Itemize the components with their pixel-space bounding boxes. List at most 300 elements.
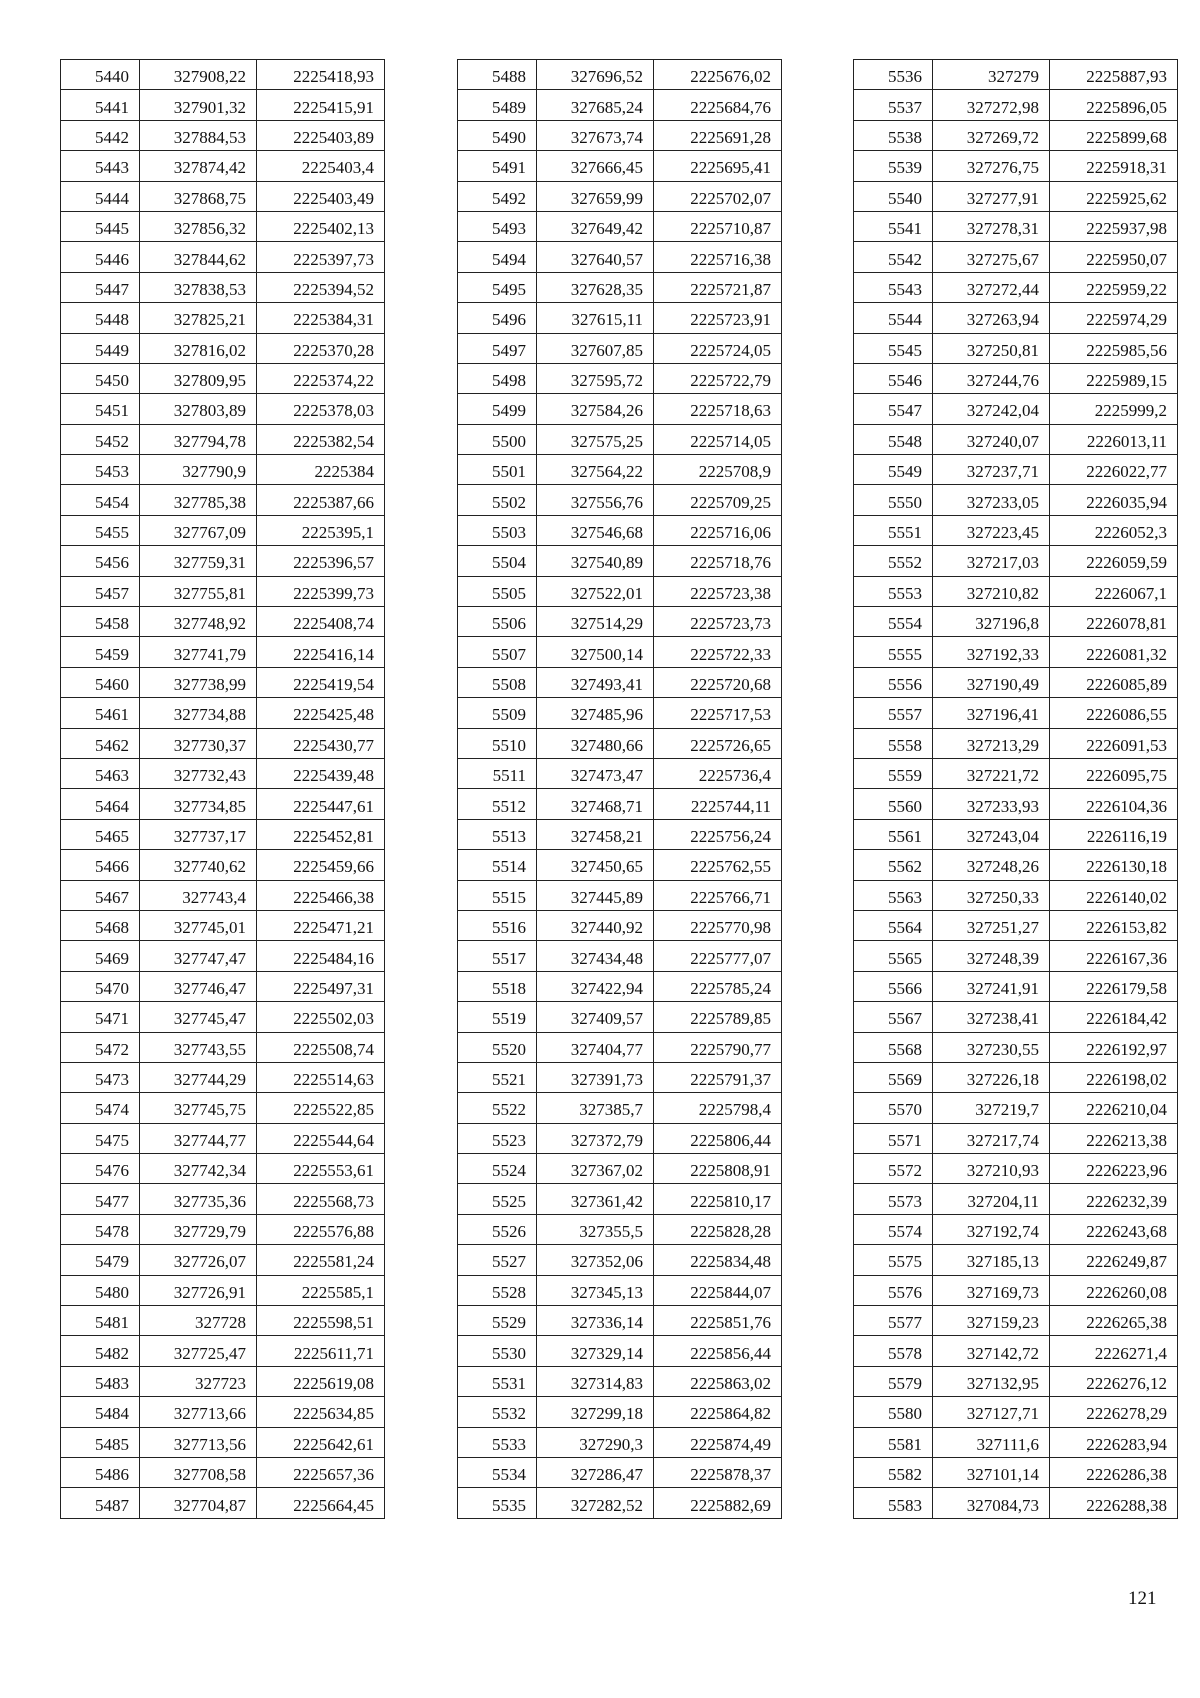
y-coordinate-cell: 2226278,29 xyxy=(1050,1397,1178,1427)
y-coordinate-cell: 2225514,63 xyxy=(257,1062,385,1092)
point-number-cell: 5459 xyxy=(61,637,140,667)
x-coordinate-cell: 327210,93 xyxy=(933,1154,1050,1184)
table-row xyxy=(61,1457,385,1487)
table-row xyxy=(61,1002,385,1032)
y-coordinate-cell: 2225720,68 xyxy=(654,667,782,697)
y-coordinate-cell: 2226035,94 xyxy=(1050,485,1178,515)
point-number-cell: 5486 xyxy=(61,1457,140,1487)
point-number-cell: 5441 xyxy=(61,90,140,120)
y-coordinate-cell: 2226022,77 xyxy=(1050,455,1178,485)
y-coordinate-cell: 2225502,03 xyxy=(257,1002,385,1032)
point-number-cell: 5568 xyxy=(854,1032,933,1062)
table-row xyxy=(458,1245,782,1275)
point-number-cell: 5488 xyxy=(458,60,537,90)
table-row xyxy=(458,1306,782,1336)
y-coordinate-cell: 2225447,61 xyxy=(257,789,385,819)
y-coordinate-cell: 2225718,63 xyxy=(654,394,782,424)
y-coordinate-cell: 2225790,77 xyxy=(654,1032,782,1062)
point-number-cell: 5491 xyxy=(458,151,537,181)
x-coordinate-cell: 327685,24 xyxy=(537,90,654,120)
point-number-cell: 5508 xyxy=(458,667,537,697)
table-row xyxy=(61,698,385,728)
coordinates-table-2 xyxy=(457,59,782,1519)
point-number-cell: 5509 xyxy=(458,698,537,728)
x-coordinate-cell: 327278,31 xyxy=(933,211,1050,241)
point-number-cell: 5503 xyxy=(458,515,537,545)
table-row xyxy=(854,181,1178,211)
y-coordinate-cell: 2225522,85 xyxy=(257,1093,385,1123)
y-coordinate-cell: 2225863,02 xyxy=(654,1366,782,1396)
y-coordinate-cell: 2225396,57 xyxy=(257,546,385,576)
x-coordinate-cell: 327355,5 xyxy=(537,1214,654,1244)
x-coordinate-cell: 327352,06 xyxy=(537,1245,654,1275)
x-coordinate-cell: 327708,58 xyxy=(140,1457,257,1487)
y-coordinate-cell: 2225416,14 xyxy=(257,637,385,667)
point-number-cell: 5462 xyxy=(61,728,140,758)
x-coordinate-cell: 327263,94 xyxy=(933,303,1050,333)
point-number-cell: 5527 xyxy=(458,1245,537,1275)
y-coordinate-cell: 2225989,15 xyxy=(1050,363,1178,393)
table-row xyxy=(854,546,1178,576)
y-coordinate-cell: 2225766,71 xyxy=(654,880,782,910)
y-coordinate-cell: 2225756,24 xyxy=(654,819,782,849)
table-row xyxy=(854,242,1178,272)
y-coordinate-cell: 2225508,74 xyxy=(257,1032,385,1062)
table-row xyxy=(854,1427,1178,1457)
table-row xyxy=(458,880,782,910)
y-coordinate-cell: 2225378,03 xyxy=(257,394,385,424)
x-coordinate-cell: 327248,39 xyxy=(933,941,1050,971)
point-number-cell: 5501 xyxy=(458,455,537,485)
table-row xyxy=(458,1154,782,1184)
x-coordinate-cell: 327251,27 xyxy=(933,910,1050,940)
table-row xyxy=(458,1123,782,1153)
point-number-cell: 5567 xyxy=(854,1002,933,1032)
y-coordinate-cell: 2226153,82 xyxy=(1050,910,1178,940)
point-number-cell: 5556 xyxy=(854,667,933,697)
x-coordinate-cell: 327277,91 xyxy=(933,181,1050,211)
x-coordinate-cell: 327226,18 xyxy=(933,1062,1050,1092)
x-coordinate-cell: 327272,98 xyxy=(933,90,1050,120)
table-row xyxy=(458,181,782,211)
table-row xyxy=(458,242,782,272)
table-row xyxy=(854,303,1178,333)
point-number-cell: 5533 xyxy=(458,1427,537,1457)
x-coordinate-cell: 327584,26 xyxy=(537,394,654,424)
y-coordinate-cell: 2225425,48 xyxy=(257,698,385,728)
x-coordinate-cell: 327385,7 xyxy=(537,1093,654,1123)
x-coordinate-cell: 327084,73 xyxy=(933,1488,1050,1518)
x-coordinate-cell: 327713,66 xyxy=(140,1397,257,1427)
point-number-cell: 5447 xyxy=(61,272,140,302)
x-coordinate-cell: 327440,92 xyxy=(537,910,654,940)
table-row xyxy=(854,1062,1178,1092)
point-number-cell: 5543 xyxy=(854,272,933,302)
y-coordinate-cell: 2225925,62 xyxy=(1050,181,1178,211)
x-coordinate-cell: 327204,11 xyxy=(933,1184,1050,1214)
y-coordinate-cell: 2225882,69 xyxy=(654,1488,782,1518)
point-number-cell: 5519 xyxy=(458,1002,537,1032)
x-coordinate-cell: 327564,22 xyxy=(537,455,654,485)
y-coordinate-cell: 2225899,68 xyxy=(1050,120,1178,150)
point-number-cell: 5443 xyxy=(61,151,140,181)
point-number-cell: 5458 xyxy=(61,607,140,637)
point-number-cell: 5450 xyxy=(61,363,140,393)
y-coordinate-cell: 2225762,55 xyxy=(654,850,782,880)
y-coordinate-cell: 2225497,31 xyxy=(257,971,385,1001)
x-coordinate-cell: 327272,44 xyxy=(933,272,1050,302)
x-coordinate-cell: 327744,29 xyxy=(140,1062,257,1092)
x-coordinate-cell: 327844,62 xyxy=(140,242,257,272)
table-row xyxy=(61,941,385,971)
x-coordinate-cell: 327726,91 xyxy=(140,1275,257,1305)
x-coordinate-cell: 327546,68 xyxy=(537,515,654,545)
table-row xyxy=(854,1488,1178,1518)
table-row xyxy=(854,120,1178,150)
x-coordinate-cell: 327595,72 xyxy=(537,363,654,393)
point-number-cell: 5524 xyxy=(458,1154,537,1184)
y-coordinate-cell: 2225581,24 xyxy=(257,1245,385,1275)
y-coordinate-cell: 2225619,08 xyxy=(257,1366,385,1396)
x-coordinate-cell: 327816,02 xyxy=(140,333,257,363)
x-coordinate-cell: 327725,47 xyxy=(140,1336,257,1366)
table-row xyxy=(458,211,782,241)
x-coordinate-cell: 327485,96 xyxy=(537,698,654,728)
table-row xyxy=(854,1032,1178,1062)
x-coordinate-cell: 327361,42 xyxy=(537,1184,654,1214)
x-coordinate-cell: 327747,47 xyxy=(140,941,257,971)
x-coordinate-cell: 327745,75 xyxy=(140,1093,257,1123)
x-coordinate-cell: 327825,21 xyxy=(140,303,257,333)
y-coordinate-cell: 2225722,33 xyxy=(654,637,782,667)
table-row xyxy=(61,90,385,120)
table-row xyxy=(458,1002,782,1032)
table-row xyxy=(458,455,782,485)
table-row xyxy=(458,151,782,181)
table-row xyxy=(854,1214,1178,1244)
x-coordinate-cell: 327556,76 xyxy=(537,485,654,515)
table-row xyxy=(61,1062,385,1092)
table-row xyxy=(61,515,385,545)
table-row xyxy=(61,60,385,90)
point-number-cell: 5578 xyxy=(854,1336,933,1366)
point-number-cell: 5461 xyxy=(61,698,140,728)
point-number-cell: 5482 xyxy=(61,1336,140,1366)
y-coordinate-cell: 2225918,31 xyxy=(1050,151,1178,181)
table-row xyxy=(61,394,385,424)
point-number-cell: 5451 xyxy=(61,394,140,424)
x-coordinate-cell: 327250,81 xyxy=(933,333,1050,363)
y-coordinate-cell: 2226095,75 xyxy=(1050,758,1178,788)
table-row xyxy=(458,607,782,637)
point-number-cell: 5547 xyxy=(854,394,933,424)
table-row xyxy=(854,789,1178,819)
x-coordinate-cell: 327743,55 xyxy=(140,1032,257,1062)
table-row xyxy=(854,1397,1178,1427)
point-number-cell: 5552 xyxy=(854,546,933,576)
x-coordinate-cell: 327196,8 xyxy=(933,607,1050,637)
table-row xyxy=(458,910,782,940)
y-coordinate-cell: 2226265,38 xyxy=(1050,1306,1178,1336)
point-number-cell: 5456 xyxy=(61,546,140,576)
y-coordinate-cell: 2225864,82 xyxy=(654,1397,782,1427)
table-row xyxy=(458,1184,782,1214)
table-row xyxy=(854,1093,1178,1123)
table-row xyxy=(458,1062,782,1092)
point-number-cell: 5480 xyxy=(61,1275,140,1305)
point-number-cell: 5479 xyxy=(61,1245,140,1275)
x-coordinate-cell: 327248,26 xyxy=(933,850,1050,880)
point-number-cell: 5565 xyxy=(854,941,933,971)
point-number-cell: 5460 xyxy=(61,667,140,697)
y-coordinate-cell: 2226078,81 xyxy=(1050,607,1178,637)
table-row xyxy=(854,515,1178,545)
y-coordinate-cell: 2225874,49 xyxy=(654,1427,782,1457)
y-coordinate-cell: 2225403,49 xyxy=(257,181,385,211)
y-coordinate-cell: 2225806,44 xyxy=(654,1123,782,1153)
table-row xyxy=(854,60,1178,90)
y-coordinate-cell: 2226167,36 xyxy=(1050,941,1178,971)
y-coordinate-cell: 2225810,17 xyxy=(654,1184,782,1214)
x-coordinate-cell: 327336,14 xyxy=(537,1306,654,1336)
y-coordinate-cell: 2225974,29 xyxy=(1050,303,1178,333)
point-number-cell: 5505 xyxy=(458,576,537,606)
point-number-cell: 5484 xyxy=(61,1397,140,1427)
table-row xyxy=(854,728,1178,758)
y-coordinate-cell: 2226286,38 xyxy=(1050,1457,1178,1487)
y-coordinate-cell: 2225397,73 xyxy=(257,242,385,272)
x-coordinate-cell: 327884,53 xyxy=(140,120,257,150)
point-number-cell: 5536 xyxy=(854,60,933,90)
point-number-cell: 5472 xyxy=(61,1032,140,1062)
y-coordinate-cell: 2226276,12 xyxy=(1050,1366,1178,1396)
point-number-cell: 5550 xyxy=(854,485,933,515)
table-row xyxy=(854,333,1178,363)
table-row xyxy=(61,1427,385,1457)
y-coordinate-cell: 2225724,05 xyxy=(654,333,782,363)
point-number-cell: 5495 xyxy=(458,272,537,302)
table-row xyxy=(61,728,385,758)
y-coordinate-cell: 2225403,4 xyxy=(257,151,385,181)
x-coordinate-cell: 327290,3 xyxy=(537,1427,654,1457)
point-number-cell: 5470 xyxy=(61,971,140,1001)
table-row xyxy=(854,1245,1178,1275)
point-number-cell: 5523 xyxy=(458,1123,537,1153)
table-row xyxy=(61,546,385,576)
table-row xyxy=(854,971,1178,1001)
x-coordinate-cell: 327185,13 xyxy=(933,1245,1050,1275)
table-row xyxy=(854,1366,1178,1396)
x-coordinate-cell: 327659,99 xyxy=(537,181,654,211)
table-row xyxy=(458,60,782,90)
point-number-cell: 5571 xyxy=(854,1123,933,1153)
x-coordinate-cell: 327723 xyxy=(140,1366,257,1396)
table-row xyxy=(61,211,385,241)
x-coordinate-cell: 327785,38 xyxy=(140,485,257,515)
y-coordinate-cell: 2225691,28 xyxy=(654,120,782,150)
table-row xyxy=(458,1397,782,1427)
x-coordinate-cell: 327738,99 xyxy=(140,667,257,697)
y-coordinate-cell: 2225808,91 xyxy=(654,1154,782,1184)
x-coordinate-cell: 327276,75 xyxy=(933,151,1050,181)
table-row xyxy=(61,455,385,485)
x-coordinate-cell: 327243,04 xyxy=(933,819,1050,849)
y-coordinate-cell: 2225598,51 xyxy=(257,1306,385,1336)
y-coordinate-cell: 2226052,3 xyxy=(1050,515,1178,545)
y-coordinate-cell: 2225664,45 xyxy=(257,1488,385,1518)
y-coordinate-cell: 2225466,38 xyxy=(257,880,385,910)
x-coordinate-cell: 327219,7 xyxy=(933,1093,1050,1123)
point-number-cell: 5496 xyxy=(458,303,537,333)
y-coordinate-cell: 2226086,55 xyxy=(1050,698,1178,728)
table-row xyxy=(854,151,1178,181)
point-number-cell: 5504 xyxy=(458,546,537,576)
table-row xyxy=(854,363,1178,393)
table-row xyxy=(458,303,782,333)
y-coordinate-cell: 2225634,85 xyxy=(257,1397,385,1427)
x-coordinate-cell: 327514,29 xyxy=(537,607,654,637)
point-number-cell: 5562 xyxy=(854,850,933,880)
x-coordinate-cell: 327734,88 xyxy=(140,698,257,728)
x-coordinate-cell: 327713,56 xyxy=(140,1427,257,1457)
y-coordinate-cell: 2225384,31 xyxy=(257,303,385,333)
y-coordinate-cell: 2225723,38 xyxy=(654,576,782,606)
x-coordinate-cell: 327726,07 xyxy=(140,1245,257,1275)
y-coordinate-cell: 2225896,05 xyxy=(1050,90,1178,120)
y-coordinate-cell: 2226260,08 xyxy=(1050,1275,1178,1305)
y-coordinate-cell: 2225937,98 xyxy=(1050,211,1178,241)
point-number-cell: 5481 xyxy=(61,1306,140,1336)
y-coordinate-cell: 2225844,07 xyxy=(654,1275,782,1305)
point-number-cell: 5478 xyxy=(61,1214,140,1244)
y-coordinate-cell: 2226059,59 xyxy=(1050,546,1178,576)
y-coordinate-cell: 2225370,28 xyxy=(257,333,385,363)
x-coordinate-cell: 327230,55 xyxy=(933,1032,1050,1062)
table-row xyxy=(61,667,385,697)
point-number-cell: 5446 xyxy=(61,242,140,272)
x-coordinate-cell: 327279 xyxy=(933,60,1050,90)
point-number-cell: 5561 xyxy=(854,819,933,849)
y-coordinate-cell: 2225726,65 xyxy=(654,728,782,758)
page-number: 121 xyxy=(1128,1588,1157,1609)
x-coordinate-cell: 327250,33 xyxy=(933,880,1050,910)
table-row xyxy=(61,1275,385,1305)
point-number-cell: 5555 xyxy=(854,637,933,667)
x-coordinate-cell: 327628,35 xyxy=(537,272,654,302)
x-coordinate-cell: 327737,17 xyxy=(140,819,257,849)
y-coordinate-cell: 2225710,87 xyxy=(654,211,782,241)
point-number-cell: 5471 xyxy=(61,1002,140,1032)
point-number-cell: 5521 xyxy=(458,1062,537,1092)
y-coordinate-cell: 2225959,22 xyxy=(1050,272,1178,302)
y-coordinate-cell: 2225394,52 xyxy=(257,272,385,302)
y-coordinate-cell: 2225714,05 xyxy=(654,424,782,454)
y-coordinate-cell: 2225887,93 xyxy=(1050,60,1178,90)
point-number-cell: 5500 xyxy=(458,424,537,454)
x-coordinate-cell: 327728 xyxy=(140,1306,257,1336)
x-coordinate-cell: 327735,36 xyxy=(140,1184,257,1214)
table-row xyxy=(61,1093,385,1123)
point-number-cell: 5558 xyxy=(854,728,933,758)
table-row xyxy=(458,1366,782,1396)
point-number-cell: 5537 xyxy=(854,90,933,120)
x-coordinate-cell: 327217,74 xyxy=(933,1123,1050,1153)
x-coordinate-cell: 327901,32 xyxy=(140,90,257,120)
x-coordinate-cell: 327500,14 xyxy=(537,637,654,667)
y-coordinate-cell: 2225791,37 xyxy=(654,1062,782,1092)
point-number-cell: 5549 xyxy=(854,455,933,485)
x-coordinate-cell: 327299,18 xyxy=(537,1397,654,1427)
x-coordinate-cell: 327704,87 xyxy=(140,1488,257,1518)
point-number-cell: 5490 xyxy=(458,120,537,150)
table-row xyxy=(458,1488,782,1518)
y-coordinate-cell: 2225657,36 xyxy=(257,1457,385,1487)
y-coordinate-cell: 2226085,89 xyxy=(1050,667,1178,697)
y-coordinate-cell: 2225723,73 xyxy=(654,607,782,637)
y-coordinate-cell: 2225999,2 xyxy=(1050,394,1178,424)
coordinates-table-1 xyxy=(60,59,385,1519)
point-number-cell: 5522 xyxy=(458,1093,537,1123)
table-row xyxy=(61,1245,385,1275)
x-coordinate-cell: 327745,47 xyxy=(140,1002,257,1032)
y-coordinate-cell: 2225439,48 xyxy=(257,758,385,788)
point-number-cell: 5518 xyxy=(458,971,537,1001)
table-row xyxy=(61,1488,385,1518)
y-coordinate-cell: 2225452,81 xyxy=(257,819,385,849)
table-row xyxy=(854,272,1178,302)
x-coordinate-cell: 327666,45 xyxy=(537,151,654,181)
point-number-cell: 5541 xyxy=(854,211,933,241)
point-number-cell: 5502 xyxy=(458,485,537,515)
y-coordinate-cell: 2226213,38 xyxy=(1050,1123,1178,1153)
table-row xyxy=(854,455,1178,485)
point-number-cell: 5515 xyxy=(458,880,537,910)
x-coordinate-cell: 327314,83 xyxy=(537,1366,654,1396)
y-coordinate-cell: 2225585,1 xyxy=(257,1275,385,1305)
y-coordinate-cell: 2226140,02 xyxy=(1050,880,1178,910)
point-number-cell: 5520 xyxy=(458,1032,537,1062)
x-coordinate-cell: 327734,85 xyxy=(140,789,257,819)
point-number-cell: 5499 xyxy=(458,394,537,424)
x-coordinate-cell: 327445,89 xyxy=(537,880,654,910)
point-number-cell: 5569 xyxy=(854,1062,933,1092)
point-number-cell: 5579 xyxy=(854,1366,933,1396)
x-coordinate-cell: 327480,66 xyxy=(537,728,654,758)
y-coordinate-cell: 2225403,89 xyxy=(257,120,385,150)
point-number-cell: 5538 xyxy=(854,120,933,150)
x-coordinate-cell: 327742,34 xyxy=(140,1154,257,1184)
table-row xyxy=(854,1336,1178,1366)
point-number-cell: 5477 xyxy=(61,1184,140,1214)
table-row xyxy=(61,424,385,454)
x-coordinate-cell: 327746,47 xyxy=(140,971,257,1001)
x-coordinate-cell: 327101,14 xyxy=(933,1457,1050,1487)
y-coordinate-cell: 2226283,94 xyxy=(1050,1427,1178,1457)
y-coordinate-cell: 2225785,24 xyxy=(654,971,782,1001)
table-row xyxy=(458,1093,782,1123)
table-row xyxy=(854,941,1178,971)
x-coordinate-cell: 327241,91 xyxy=(933,971,1050,1001)
point-number-cell: 5494 xyxy=(458,242,537,272)
point-number-cell: 5510 xyxy=(458,728,537,758)
point-number-cell: 5512 xyxy=(458,789,537,819)
x-coordinate-cell: 327127,71 xyxy=(933,1397,1050,1427)
y-coordinate-cell: 2225856,44 xyxy=(654,1336,782,1366)
x-coordinate-cell: 327794,78 xyxy=(140,424,257,454)
table-row xyxy=(458,1275,782,1305)
y-coordinate-cell: 2225387,66 xyxy=(257,485,385,515)
point-number-cell: 5440 xyxy=(61,60,140,90)
